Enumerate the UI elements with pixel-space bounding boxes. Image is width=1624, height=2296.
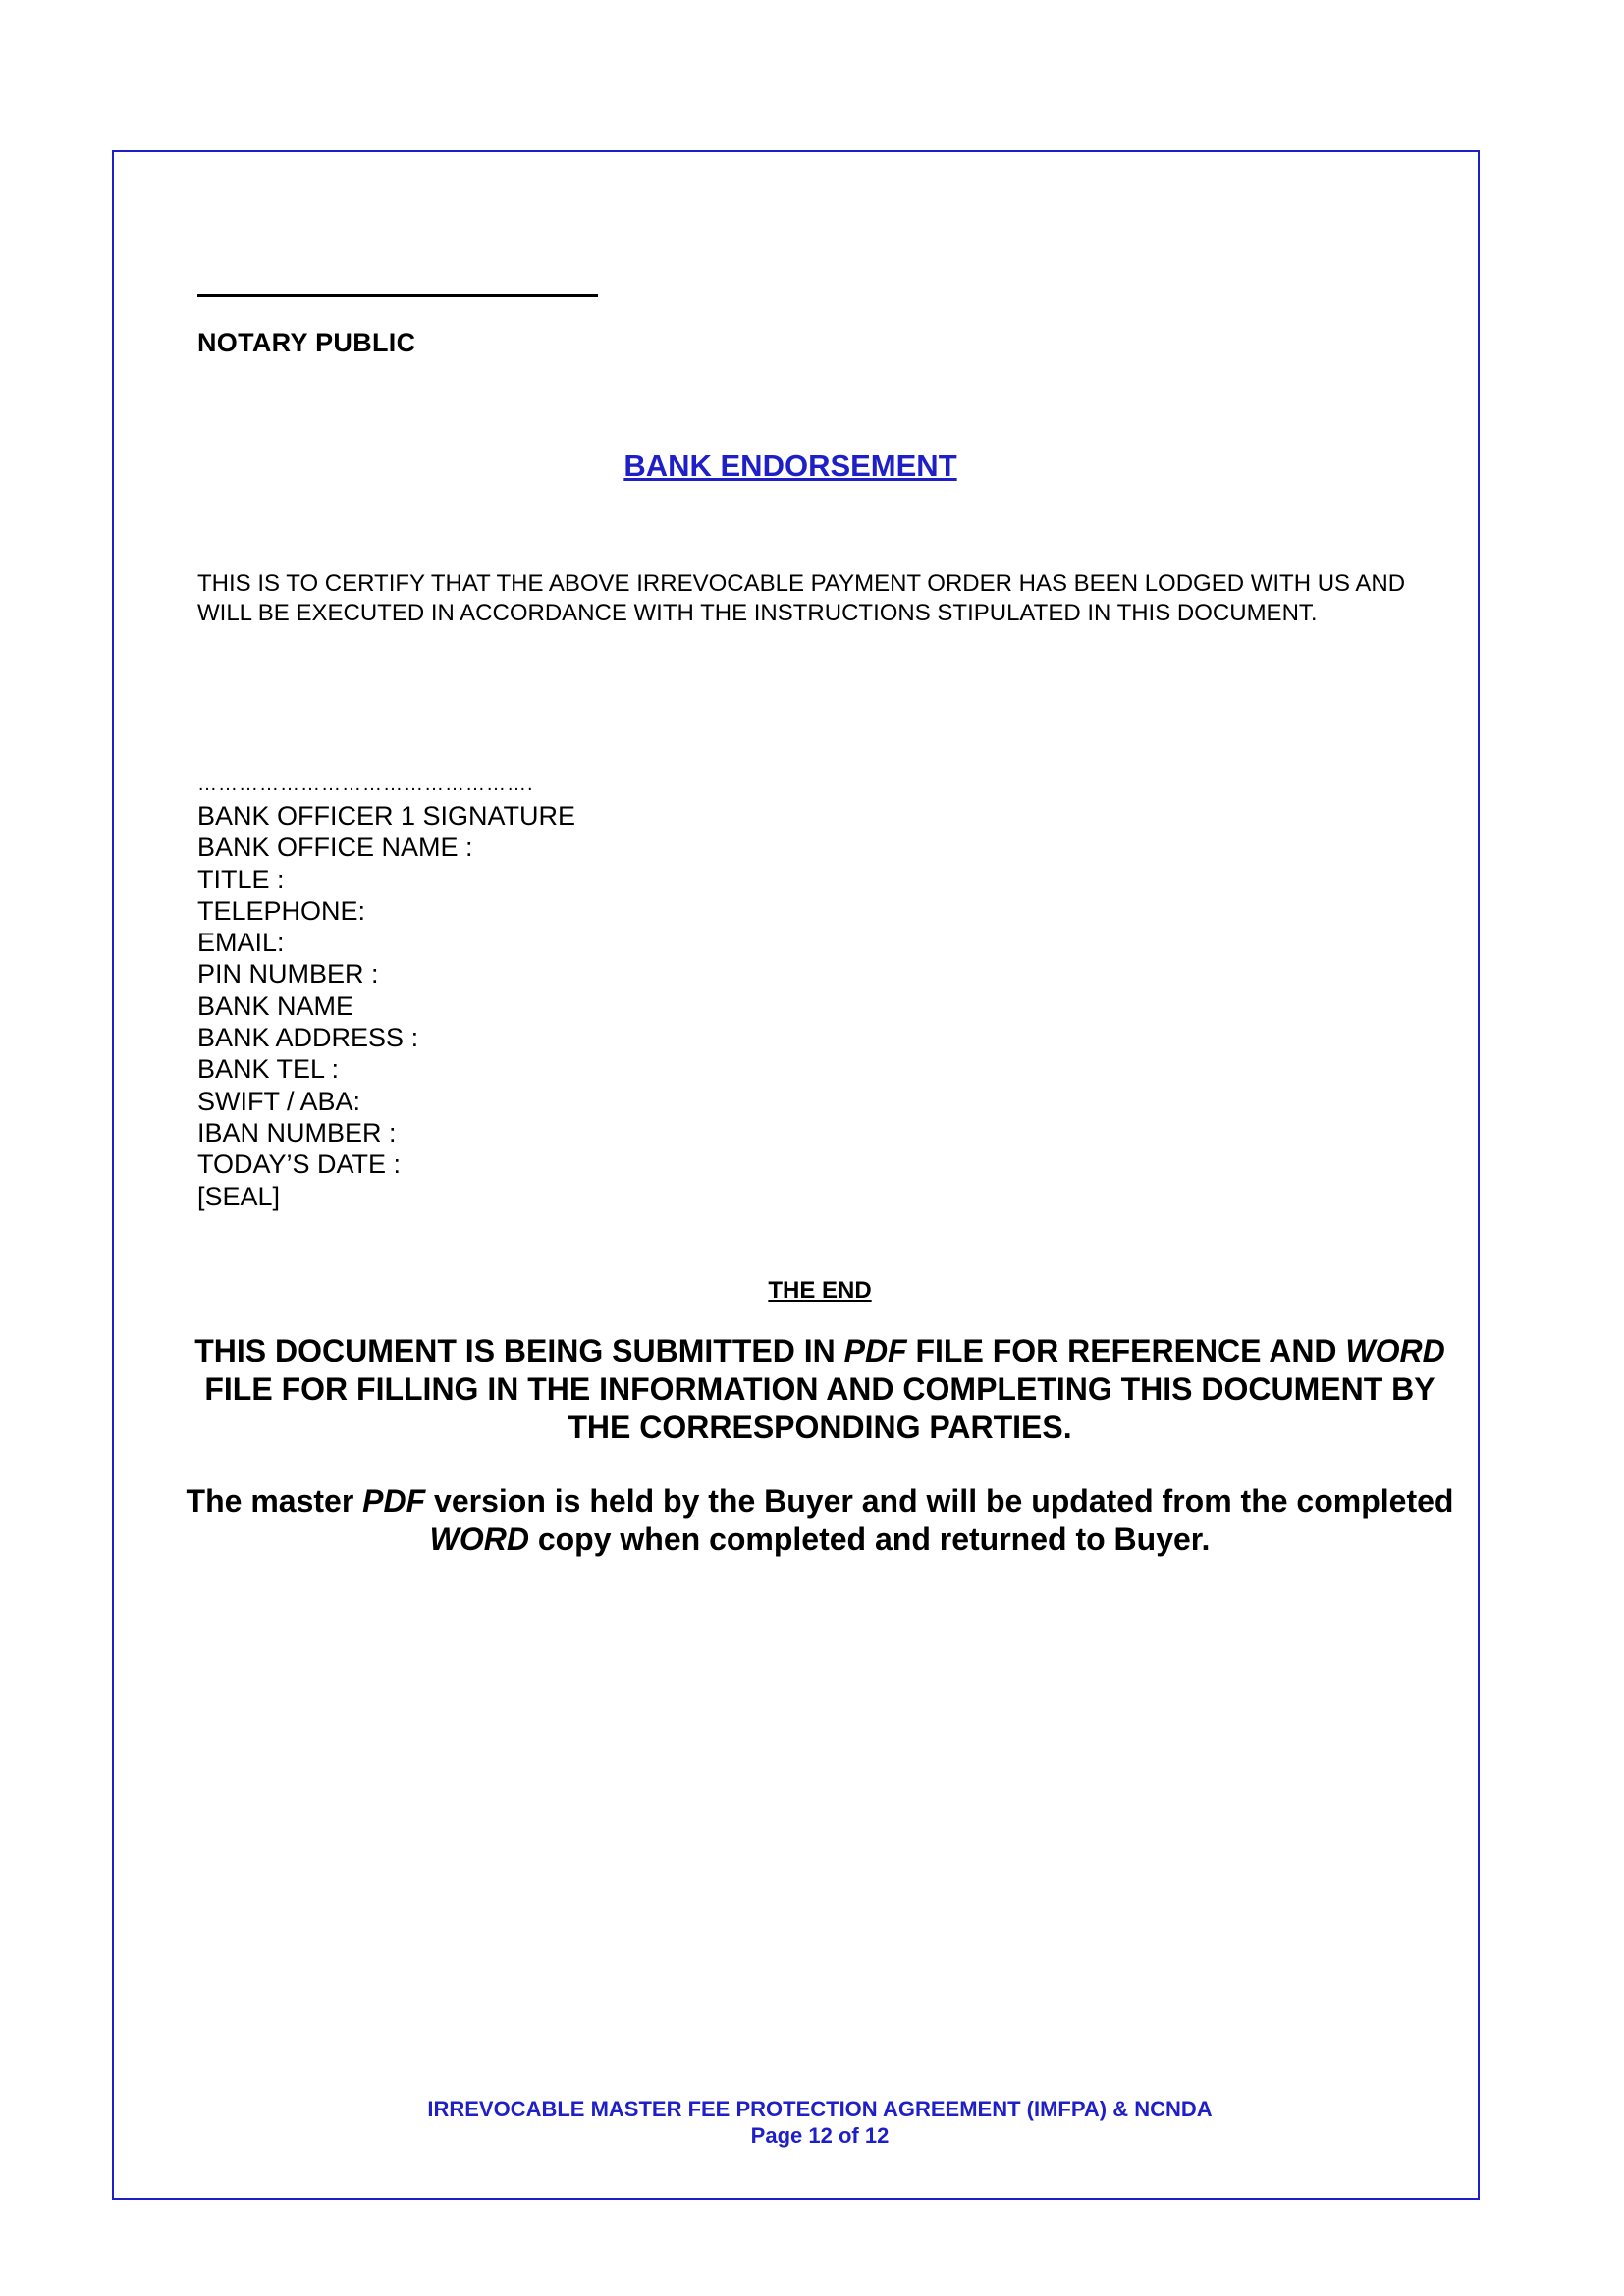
field-signature: BANK OFFICER 1 SIGNATURE [197,801,576,830]
field-swift-aba: SWIFT / ABA: [197,1086,361,1116]
notice-1-word: WORD [1345,1333,1445,1368]
notice-2-word: WORD [429,1522,529,1557]
submission-notice [177,1332,1463,1559]
notice-paragraph-2 [177,1482,1463,1559]
field-bank-tel: BANK TEL : [197,1054,340,1085]
footer-page-number: Page 12 of 12 [750,2123,890,2148]
field-bank-office-name: BANK OFFICE NAME : [197,832,473,863]
page-footer [0,2096,1624,2149]
notice-2-text-b: version is held by the Buyer and will be updated from the completed [425,1483,1454,1519]
field-todays-date: TODAY’S DATE : [197,1149,402,1180]
notice-1-text-c: FILE FOR FILLING IN THE INFORMATION AND COMPLETING THIS DOCUMENT BY THE CORRESPONDING PARTIES. [204,1371,1435,1445]
field-iban-number: IBAN NUMBER : [197,1117,397,1148]
field-bank-name: BANK NAME [197,990,354,1021]
notice-paragraph-1 [177,1332,1463,1447]
notice-1-text-b: FILE FOR REFERENCE AND [906,1333,1346,1368]
notice-2-text-c: copy when completed and returned to Buyer. [528,1522,1211,1557]
bank-endorsement-heading: BANK ENDORSEMENT [623,449,957,483]
field-title: TITLE : [197,864,285,894]
the-end-label: THE END [768,1277,872,1304]
notice-2-pdf: PDF [362,1483,426,1519]
field-bank-address: BANK ADDRESS : [197,1023,419,1053]
signature-dotted-line: …………………………………………. [197,774,534,795]
field-email: EMAIL: [197,928,285,958]
certification-paragraph: THIS IS TO CERTIFY THAT THE ABOVE IRREVOCABLE PAYMENT ORDER HAS BEEN LODGED WITH US AND WILL BE EXECUTED IN ACCORDANCE WITH THE INSTRUCTIONS STIPULATED IN THIS DOCUMENT. [197,570,1406,626]
notice-1-pdf: PDF [843,1333,907,1368]
notary-public-label: NOTARY PUBLIC [197,328,416,357]
bank-officer-field-list [197,769,575,1212]
notary-signature-line [197,294,598,297]
field-seal: [SEAL] [197,1181,281,1211]
field-telephone: TELEPHONE: [197,895,366,926]
notice-2-text-a: The master [186,1483,363,1519]
notice-1-text-a: THIS DOCUMENT IS BEING SUBMITTED IN [194,1333,844,1368]
footer-title: IRREVOCABLE MASTER FEE PROTECTION AGREEMENT (IMFPA) & NCNDA [427,2097,1213,2121]
field-pin-number: PIN NUMBER : [197,959,379,989]
